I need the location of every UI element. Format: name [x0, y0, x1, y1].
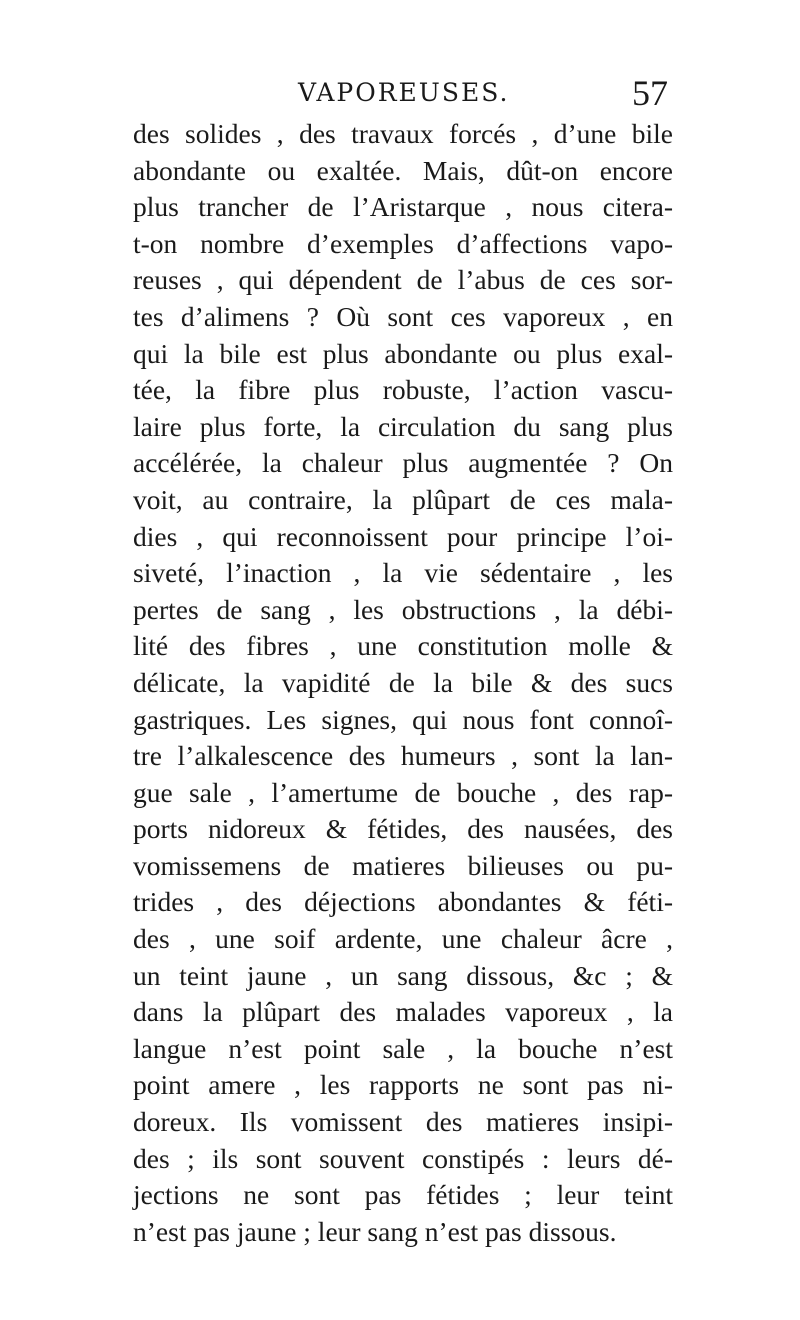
text-line: gue sale , l’amertume de bouche , des rap-: [133, 776, 673, 808]
text-line: vomissemens de matieres bilieuses ou pu-: [133, 849, 673, 881]
text-line: plus trancher de l’Aristarque , nous citera-: [133, 191, 673, 223]
text-line: des , une soif ardente, une chaleur âcre ,: [133, 923, 673, 955]
text-line: des ; ils sont souvent constipés : leurs dé-: [133, 1142, 673, 1174]
text-line: dies , qui reconnoissent pour principe l’oi-: [133, 520, 673, 552]
text-line: accélérée, la chaleur plus augmentée ? On: [133, 447, 673, 479]
text-line: reuses , qui dépendent de l’abus de ces sor-: [133, 264, 673, 296]
text-line: dans la plûpart des malades vaporeux , la: [133, 996, 673, 1028]
text-line: point amere , les rapports ne sont pas ni-: [133, 1069, 673, 1101]
text-line: siveté, l’inaction , la vie sédentaire , les: [133, 557, 673, 589]
text-line: voit, au contraire, la plûpart de ces mala-: [133, 483, 673, 515]
text-line: laire plus forte, la circulation du sang plus: [133, 410, 673, 442]
text-line: tée, la fibre plus robuste, l’action vascu-: [133, 374, 673, 406]
text-line: qui la bile est plus abondante ou plus exal-: [133, 337, 673, 369]
text-line: t-on nombre d’exemples d’affections vapo-: [133, 227, 673, 259]
running-title: VAPOREUSES.: [298, 78, 510, 107]
text-line: langue n’est point sale , la bouche n’est: [133, 1032, 673, 1064]
text-line: tre l’alkalescence des humeurs , sont la lan-: [133, 740, 673, 772]
text-line: délicate, la vapidité de la bile & des sucs: [133, 666, 673, 698]
text-line: lité des fibres , une constitution molle &: [133, 630, 673, 662]
text-line: n’est pas jaune ; leur sang n’est pas dissous.: [133, 1215, 617, 1247]
text-line: gastriques. Les signes, qui nous font connoî-: [133, 703, 673, 735]
text-line: abondante ou exaltée. Mais, dût-on encore: [133, 154, 673, 186]
body-text: [133, 116, 673, 1250]
text-line: trides , des déjections abondantes & féti-: [133, 886, 673, 918]
text-line: jections ne sont pas fétides ; leur teint: [133, 1179, 673, 1211]
text-line: tes d’alimens ? Où sont ces vaporeux , en: [133, 300, 673, 332]
text-line: doreux. Ils vomissent des matieres insipi-: [133, 1106, 673, 1138]
text-line: ports nidoreux & fétides, des nausées, des: [133, 813, 673, 845]
page-number: 57: [632, 73, 668, 113]
text-line: des solides , des travaux forcés , d’une bile: [133, 118, 673, 149]
text-line: pertes de sang , les obstructions , la débi-: [133, 593, 673, 625]
running-head: [128, 73, 668, 118]
text-line: un teint jaune , un sang dissous, &c ; &: [133, 959, 673, 991]
